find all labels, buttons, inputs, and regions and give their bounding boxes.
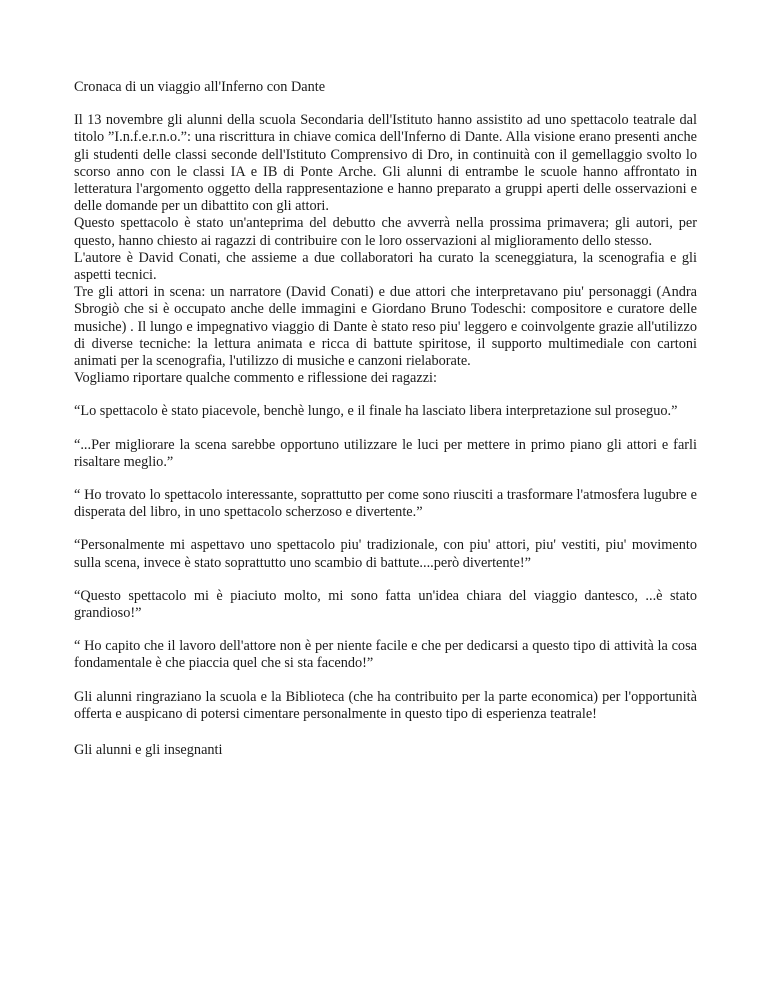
closing-paragraph: Gli alunni ringraziano la scuola e la Biblioteca (che ha contribuito per la parte economica) per l'opportunità offerta e auspicano di potersi cimentare personalmente in questo tipo di esperienza teatrale! [74,688,697,722]
paragraph: Il 13 novembre gli alunni della scuola Secondaria dell'Istituto hanno assistito ad uno spettacolo teatrale dal titolo ”I.n.f.e.r.n.o.”: una riscrittura in chiave comica dell'Inferno di Dante. Alla visione erano presenti anche gli studenti delle classi seconde dell'Istituto Comprensivo di Dro, in continuità con il gemellaggio svolto lo scorso anno con le classi IA e IB di Ponte Arche. Gli alunni di entrambe le scuole hanno affrontato in letteratura l'argomento oggetto della rappresentazione e hanno preparato a gruppi aperti delle osservazioni e delle domande per un dibattito con gli attori. [74,112,697,215]
comment-quote: “ Ho capito che il lavoro dell'attore non è per niente facile e che per dedicarsi a questo tipo di attività la cosa fondamentale è che piaccia quel che si sta facendo!” [74,638,697,672]
comment-quote: “Questo spettacolo mi è piaciuto molto, mi sono fatta un'idea chiara del viaggio dantesco, ...è stato grandioso!” [74,587,697,622]
paragraph: L'autore è David Conati, che assieme a due collaboratori ha curato la sceneggiatura, la scenografia e gli aspetti tecnici. [74,249,697,284]
comment-quote: “...Per migliorare la scena sarebbe opportuno utilizzare le luci per mettere in primo piano gli attori e farli risaltare meglio.” [74,436,697,470]
comment-quote: “Lo spettacolo è stato piacevole, benchè lungo, e il finale ha lasciato libera interpretazione sul proseguo.” [74,403,678,420]
body-text [74,112,697,387]
comment-quote: “Personalmente mi aspettavo uno spettacolo piu' tradizionale, con piu' attori, piu' vestiti, piu' movimento sulla scena, invece è stato soprattutto uno scambio di battute....però divertente!” [74,537,697,571]
student-comments [74,403,697,672]
comment-quote: “ Ho trovato lo spettacolo interessante, soprattutto per come sono riusciti a trasformare l'atmosfera lugubre e disperata del libro, in uno spettacolo scherzoso e divertente.” [74,487,697,521]
document-page [74,79,697,759]
paragraph: Questo spettacolo è stato un'anteprima del debutto che avverrà nella prossima primavera; gli autori, per questo, hanno chiesto ai ragazzi di contribuire con le loro osservazioni al miglioramento dello stesso. [74,215,697,249]
signature: Gli alunni e gli insegnanti [74,742,223,759]
document-title: Cronaca di un viaggio all'Inferno con Dante [74,79,326,95]
paragraph: Vogliamo riportare qualche commento e riflessione dei ragazzi: [74,370,437,387]
paragraph: Tre gli attori in scena: un narratore (David Conati) e due attori che interpretavano piu' personaggi (Andra Sbrogiò che si è occupato anche delle immagini e Giordano Bruno Todeschi: compositore e curatore delle musiche) . Il lungo e impegnativo viaggio di Dante è stato reso piu' leggero e coinvolgente grazie all'utilizzo di diverse tecniche: la lettura animata e ricca di battute spiritose, il supporto multimediale con cartoni animati per la scenografia, l'utilizzo di musiche e canzoni rielaborate. [74,284,697,370]
